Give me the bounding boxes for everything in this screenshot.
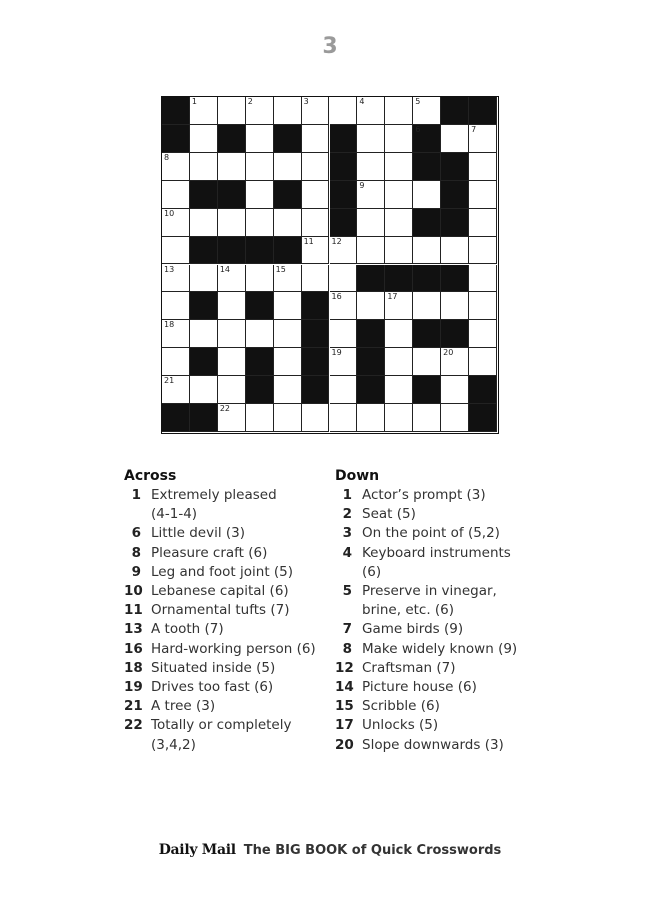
grid-cell[interactable] [441,348,469,376]
grid-cell[interactable] [162,320,190,348]
clue-number: 2 [342,506,352,523]
grid-cell[interactable] [190,320,218,348]
grid-cell-black [246,376,274,404]
clue-number: 12 [335,659,354,676]
grid-cell[interactable] [162,265,190,293]
across-clue [124,659,324,678]
clue-text: Game birds (9) [362,621,464,638]
grid-cell[interactable] [274,348,302,376]
grid-cell-black [441,97,469,125]
grid-cell[interactable] [218,265,246,293]
clue-number: 11 [303,236,314,246]
grid-cell[interactable] [302,125,330,153]
grid-cell-black [302,376,330,404]
grid-cell-black [218,125,246,153]
grid-cell[interactable] [218,292,246,320]
clue-text: Make widely known (9) [362,640,518,657]
grid-cell-black [162,404,190,432]
grid-cell-black [190,181,218,209]
grid-cell-black [413,265,441,293]
clue-number: 7 [342,621,352,638]
footer [0,842,660,858]
clue-number: 6 [131,525,141,542]
clue-number: 17 [387,292,398,302]
crossword-grid [161,96,499,434]
down-clue [335,620,525,639]
clue-text: Leg and foot joint (5) [151,563,294,580]
grid-cell[interactable] [330,97,358,125]
across-clue [124,486,324,524]
grid-cell[interactable] [330,265,358,293]
grid-cell-black [469,97,497,125]
clue-number: 12 [331,236,342,246]
clue-number: 7 [471,124,477,134]
grid-cell[interactable] [357,97,385,125]
grid-cell[interactable] [413,404,441,432]
down-clue [335,640,525,659]
down-clue [335,486,525,505]
grid-cell[interactable] [385,97,413,125]
grid-cell-black [441,265,469,293]
grid-cell-black [162,125,190,153]
clue-number: 3 [342,525,352,542]
puzzle-number: 3 [322,34,338,59]
clue-text: Actor’s prompt (3) [362,487,486,503]
clue-number: 18 [124,659,143,676]
grid-cell[interactable] [385,125,413,153]
grid-cell[interactable] [413,292,441,320]
grid-cell[interactable] [302,237,330,265]
clue-number: 4 [359,97,365,106]
grid-cell[interactable] [274,292,302,320]
grid-cell[interactable] [413,97,441,125]
grid-cell-black [357,348,385,376]
grid-cell[interactable] [162,209,190,237]
grid-cell[interactable] [413,348,441,376]
down-clue [335,736,525,755]
grid-cell[interactable] [385,237,413,265]
grid-cell-black [218,181,246,209]
grid-cell[interactable] [274,209,302,237]
across-clue [124,620,324,639]
grid-cell[interactable] [246,265,274,293]
clue-number: 21 [124,698,143,715]
grid-cell[interactable] [302,209,330,237]
clue-text: Situated inside (5) [151,659,276,676]
grid-cell[interactable] [469,125,497,153]
clue-text: A tree (3) [151,698,216,715]
clue-number: 10 [164,208,175,218]
grid-cell-black [302,320,330,348]
down-clue [335,697,525,716]
grid-cell-black [413,153,441,181]
clue-text: On the point of (5,2) [362,525,500,542]
grid-cell[interactable] [469,348,497,376]
grid-cell-black [469,376,497,404]
across-clues [124,467,324,755]
grid-cell[interactable] [274,97,302,125]
clue-number: 1 [342,487,352,503]
clue-number: 22 [219,404,231,414]
clue-number: 1 [191,97,197,106]
down-clue [335,659,525,678]
clue-number: 5 [415,97,421,106]
grid-cell[interactable] [385,348,413,376]
grid-cell-black [190,404,218,432]
clue-text: Scribble (6) [362,698,440,715]
grid-cell-black [330,153,358,181]
grid-cell[interactable] [385,320,413,348]
grid-cell[interactable] [357,404,385,432]
grid-cell[interactable] [246,404,274,432]
grid-cell[interactable] [162,348,190,376]
grid-cell-black [330,209,358,237]
grid-cell[interactable] [357,292,385,320]
grid-cell[interactable] [246,209,274,237]
clue-number: 16 [124,640,143,657]
grid-cell[interactable] [441,237,469,265]
grid-cell-black [190,292,218,320]
grid-cell[interactable] [469,292,497,320]
across-clue [124,640,324,659]
grid-cell-black [441,320,469,348]
clue-number: 20 [335,736,354,753]
clue-number: 21 [164,376,175,386]
grid-cell-black [385,265,413,293]
grid-cell[interactable] [274,320,302,348]
clue-text: Preserve in vinegar, [362,583,497,600]
grid-cell-black [413,320,441,348]
grid-cell[interactable] [357,209,385,237]
grid-cell[interactable] [246,153,274,181]
grid-cell[interactable] [357,237,385,265]
clue-text: Pleasure craft (6) [151,544,268,561]
grid-cell[interactable] [469,181,497,209]
grid-cell[interactable] [330,376,358,404]
grid-cell[interactable] [302,153,330,181]
grid-cell[interactable] [357,125,385,153]
grid-cell[interactable] [190,97,218,125]
grid-cell-black [190,348,218,376]
clue-number: 17 [335,717,354,734]
across-clue [124,678,324,697]
grid-cell[interactable] [330,404,358,432]
clue-text: Unlocks (5) [362,717,439,734]
down-clue [335,582,525,620]
grid-cell[interactable] [469,320,497,348]
grid-cell[interactable] [385,181,413,209]
down-clue [335,544,525,582]
clue-number: 15 [275,264,286,274]
grid-cell[interactable] [246,181,274,209]
down-clue [335,716,525,735]
clue-text-continued: brine, etc. (6) [362,602,455,619]
grid-cell[interactable] [385,292,413,320]
grid-cell-black [246,348,274,376]
grid-cell[interactable] [385,404,413,432]
grid-cell[interactable] [218,209,246,237]
clue-text: A tooth (7) [151,621,224,638]
grid-cell[interactable] [218,404,246,432]
grid-cell-black [190,237,218,265]
grid-cell-black [274,237,302,265]
across-clue [124,697,324,716]
clue-text: Extremely pleased [151,487,277,503]
grid-cell[interactable] [413,181,441,209]
book-title: The BIG BOOK of Quick Crosswords [243,843,502,858]
grid-cell[interactable] [302,181,330,209]
clue-number: 20 [443,348,454,358]
grid-cell[interactable] [190,265,218,293]
clue-text: Little devil (3) [151,525,245,542]
clue-number: 16 [331,292,342,302]
across-clue [124,544,324,563]
clue-text-continued: (3,4,2) [151,736,196,753]
across-clue [124,601,324,620]
clue-number: 9 [359,180,365,190]
clue-text: Hard-working person (6) [151,640,316,657]
across-clue [124,716,324,754]
clue-text: Picture house (6) [362,679,477,696]
grid-cell[interactable] [246,125,274,153]
grid-cell-black [246,237,274,265]
grid-cell[interactable] [302,404,330,432]
grid-cell-black [330,125,358,153]
clue-text: Lebanese capital (6) [151,583,289,600]
clue-number: 22 [124,717,143,734]
clue-number: 8 [164,152,170,162]
clue-number: 13 [164,264,175,274]
grid-cell[interactable] [190,125,218,153]
clue-number: 5 [342,583,352,600]
grid-cell[interactable] [302,97,330,125]
grid-cell[interactable] [385,153,413,181]
grid-cell[interactable] [330,292,358,320]
grid-cell[interactable] [357,153,385,181]
grid-cell[interactable] [162,181,190,209]
down-clue [335,678,525,697]
grid-cell[interactable] [274,265,302,293]
clue-number: 10 [124,583,143,600]
grid-cell[interactable] [162,153,190,181]
grid-cell[interactable] [385,209,413,237]
grid-cell[interactable] [162,376,190,404]
grid-cell-black [302,292,330,320]
clue-text: Totally or completely [151,717,292,734]
grid-cell[interactable] [330,320,358,348]
grid-cell[interactable] [218,376,246,404]
grid-cell[interactable] [274,153,302,181]
grid-cell[interactable] [274,376,302,404]
across-heading: Across [124,468,177,484]
down-clue [335,505,525,524]
grid-cell[interactable] [385,376,413,404]
across-clue [124,563,324,582]
grid-cell-black [302,348,330,376]
grid-cell[interactable] [330,237,358,265]
clue-number: 14 [219,264,231,274]
clue-text: Slope downwards (3) [362,736,504,753]
grid-cell[interactable] [274,404,302,432]
clue-number: 15 [335,698,354,715]
grid-cell-black [218,237,246,265]
grid-cell[interactable] [469,265,497,293]
clue-text-continued: (6) [362,563,382,580]
grid-cell[interactable] [441,125,469,153]
clue-text: Drives too fast (6) [151,679,274,696]
grid-cell[interactable] [469,237,497,265]
grid-cell[interactable] [469,153,497,181]
clue-text: Craftsman (7) [362,659,456,676]
clue-text: Seat (5) [362,506,416,523]
grid-cell[interactable] [162,292,190,320]
grid-cell-black [357,265,385,293]
clue-number: 4 [342,544,352,561]
clue-number: 6 [415,124,421,134]
grid-cell-black [274,125,302,153]
clue-text: Ornamental tufts (7) [151,602,290,619]
grid-cell-black [274,181,302,209]
grid-cell[interactable] [218,153,246,181]
clue-number: 19 [124,679,143,696]
grid-cell[interactable] [190,153,218,181]
across-clue [124,524,324,543]
grid-cell[interactable] [190,209,218,237]
grid-cell[interactable] [469,209,497,237]
grid-cell[interactable] [218,348,246,376]
grid-cell[interactable] [246,320,274,348]
clue-number: 1 [131,487,141,503]
clue-number: 8 [131,544,141,561]
grid-cell-black [441,153,469,181]
clue-text-continued: (4-1-4) [151,506,198,523]
grid-cell[interactable] [357,181,385,209]
clue-number: 13 [124,621,143,638]
publisher-logo: Daily Mail [158,842,236,858]
clue-number: 14 [335,679,354,696]
down-clues [335,467,525,755]
grid-cell-black [469,404,497,432]
grid-cell-black [441,209,469,237]
down-clue [335,524,525,543]
grid-cell-black [413,125,441,153]
grid-cell-black [441,181,469,209]
grid-cell[interactable] [218,97,246,125]
clue-number: 19 [331,348,342,358]
across-clue [124,582,324,601]
clue-number: 11 [124,602,143,619]
across-clue-list [124,486,324,755]
clue-number: 18 [164,320,175,330]
grid-cell[interactable] [218,320,246,348]
clue-number: 2 [247,97,253,106]
grid-cell-black [413,209,441,237]
grid-cell-black [246,292,274,320]
grid-cell-black [330,181,358,209]
grid-cell-black [162,97,190,125]
grid-cell-black [357,320,385,348]
clue-number: 3 [303,97,309,106]
grid-cell[interactable] [246,97,274,125]
grid-cell[interactable] [330,348,358,376]
grid-cell-black [357,376,385,404]
grid-cell[interactable] [413,237,441,265]
grid-cell[interactable] [190,376,218,404]
grid-cell-black [413,376,441,404]
clue-number: 9 [131,563,141,580]
down-heading: Down [335,468,380,484]
clue-text: Keyboard instruments [362,544,511,561]
down-clue-list [335,486,525,755]
grid-cell[interactable] [441,376,469,404]
grid-cell[interactable] [441,404,469,432]
grid-cell[interactable] [162,237,190,265]
grid-cell[interactable] [441,292,469,320]
grid-cell[interactable] [302,265,330,293]
clue-number: 8 [342,640,352,657]
